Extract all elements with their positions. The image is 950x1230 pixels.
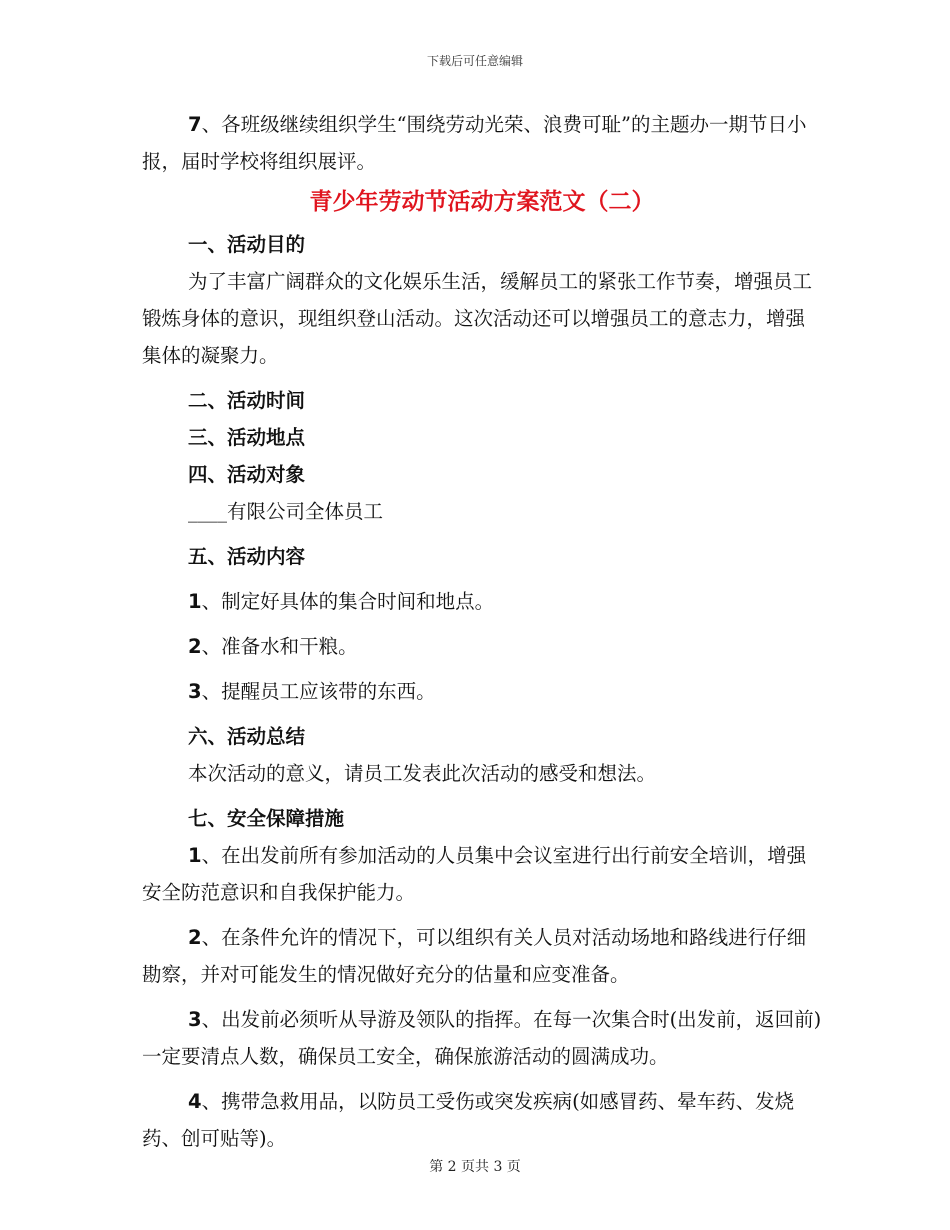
item-text: 、提醒员工应该带的东西。 (201, 680, 436, 703)
item-text: 、在出发前所有参加活动的人员集中会议室进行出行前安全培训，增强安全防范意识和自我保护能力。 (142, 844, 807, 904)
section-heading-purpose: 一、活动目的 (188, 233, 306, 256)
document-title: 青少年劳动节活动方案范文（二） (309, 189, 655, 215)
safety-item-2 (142, 919, 822, 993)
section-body-purpose: 为了丰富广阔群众的文化娱乐生活，缓解员工的紧张工作节奏，增强员工锻炼身体的意识，现组织登山活动。这次活动还可以增强员工的意志力，增强集体的凝聚力。 (142, 270, 813, 367)
item-text: 、准备水和干粮。 (201, 635, 358, 658)
content-item-3 (142, 673, 822, 710)
safety-item-4 (142, 1083, 822, 1157)
item-text: 、在条件允许的情况下，可以组织有关人员对活动场地和路线进行仔细勘察，并对可能发生的情况做好充分的估量和应变准备。 (142, 926, 807, 986)
safety-item-3 (142, 1001, 822, 1075)
item-text: 、各班级继续组织学生“围绕劳动光荣、浪费可耻”的主题办一期节日小报，届时学校将组织展评。 (142, 113, 807, 173)
section-heading-target: 四、活动对象 (188, 463, 306, 486)
section-heading-summary: 六、活动总结 (188, 725, 306, 748)
item-number: 4 (188, 1090, 202, 1113)
safety-item-1 (142, 837, 822, 911)
item-number: 2 (188, 926, 202, 949)
header-note: 下载后可任意编辑 (426, 54, 523, 68)
section-heading-content: 五、活动内容 (188, 545, 306, 568)
content-item-2 (142, 628, 822, 665)
item-text: 、出发前必须听从导游及领队的指挥。在每一次集合时(出发前，返回前)一定要清点人数，确保员工安全，确保旅游活动的圆满成功。 (142, 1008, 822, 1068)
item-number: 1 (188, 844, 202, 867)
intro-item-7 (142, 106, 822, 180)
item-number: 1 (188, 590, 202, 613)
item-number: 7 (188, 113, 202, 136)
item-number: 2 (188, 635, 202, 658)
section-body-summary: 本次活动的意义，请员工发表此次活动的感受和想法。 (188, 762, 657, 785)
item-number: 3 (188, 1008, 202, 1031)
section-heading-place: 三、活动地点 (188, 426, 306, 449)
item-number: 3 (188, 680, 202, 703)
item-text: 、携带急救用品，以防员工受伤或突发疾病(如感冒药、晕车药、发烧药、创可贴等)。 (142, 1090, 795, 1150)
document-body (142, 106, 822, 1157)
section-heading-time: 二、活动时间 (188, 389, 306, 412)
section-heading-safety: 七、安全保障措施 (188, 807, 345, 830)
page-footer: 第 2 页共 3 页 (429, 1159, 521, 1175)
section-body-target: ____有限公司全体员工 (188, 500, 384, 523)
item-text: 、制定好具体的集合时间和地点。 (201, 590, 495, 613)
content-item-1 (142, 583, 822, 620)
